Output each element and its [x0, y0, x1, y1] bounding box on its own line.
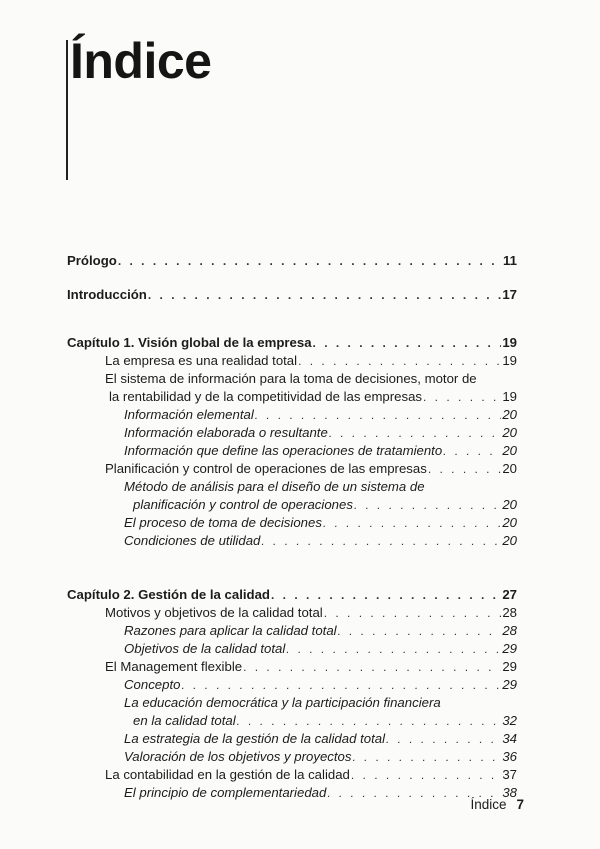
toc-entry-page: 11 — [503, 253, 517, 268]
toc-entry-page: 20 — [502, 407, 517, 422]
toc-entry-label: Capítulo 2. Gestión de la calidad — [67, 587, 270, 602]
toc-entry-label: Condiciones de utilidad — [124, 533, 261, 548]
toc-entry-label: Introducción — [67, 287, 147, 302]
toc-entry-label: Razones para aplicar la calidad total — [124, 623, 337, 638]
leader-dots — [352, 748, 501, 766]
page-title: Índice — [70, 33, 212, 89]
page-footer — [470, 797, 524, 812]
toc-entry-label: Información que define las operaciones de tratamiento — [124, 443, 443, 458]
toc-entry-page: 20 — [502, 497, 517, 512]
toc-entry-label-cont: planificación y control de operaciones — [133, 497, 353, 512]
toc-entry-page: 19 — [502, 335, 517, 350]
toc-entry-label-cont: la rentabilidad y de la competitividad de las empresas — [109, 389, 423, 404]
leader-dots — [354, 496, 501, 514]
toc-entry-page: 17 — [502, 287, 517, 302]
toc-chapter-2[interactable] — [67, 586, 517, 604]
toc-entry-page: 27 — [502, 587, 517, 602]
toc-entry-label: Concepto — [124, 677, 181, 692]
toc-subsection[interactable] — [67, 406, 517, 424]
toc-section[interactable] — [67, 352, 517, 370]
toc-entry-page: 36 — [502, 749, 517, 764]
toc-section[interactable] — [67, 658, 517, 676]
toc-entry-label: La contabilidad en la gestión de la calidad — [105, 767, 350, 782]
leader-dots — [286, 640, 501, 658]
toc-entry-page: 20 — [502, 533, 517, 548]
leader-dots — [428, 460, 501, 478]
table-of-contents — [67, 252, 517, 802]
leader-dots — [148, 286, 501, 304]
toc-entry-label: Prólogo — [67, 253, 117, 268]
toc-entry-label: Motivos y objetivos de la calidad total — [105, 605, 323, 620]
leader-dots — [323, 514, 501, 532]
toc-section[interactable] — [67, 460, 517, 478]
toc-entry-page: 29 — [502, 677, 517, 692]
toc-entry-label: La empresa es una realidad total — [105, 353, 298, 368]
toc-subsection[interactable] — [67, 784, 517, 802]
toc-entry-page: 37 — [502, 767, 517, 782]
toc-subsection[interactable] — [67, 640, 517, 658]
toc-entry-label-cont: en la calidad total — [133, 713, 236, 728]
toc-entry-prologo[interactable] — [67, 252, 517, 270]
toc-section[interactable] — [67, 766, 517, 784]
toc-entry-label: Información elaborada o resultante — [124, 425, 328, 440]
leader-dots — [423, 388, 501, 406]
leader-dots — [243, 658, 501, 676]
toc-entry-label: El Management flexible — [105, 659, 243, 674]
toc-entry-label: El sistema de información para la toma de decisiones, motor de — [105, 371, 477, 386]
toc-subsection[interactable] — [67, 676, 517, 694]
leader-dots — [118, 252, 501, 270]
toc-entry-page: 20 — [502, 461, 517, 476]
toc-chapter-1[interactable] — [67, 334, 517, 352]
toc-entry-page: 20 — [502, 515, 517, 530]
toc-entry-page: 19 — [502, 353, 517, 368]
toc-entry-label: Objetivos de la calidad total — [124, 641, 286, 656]
toc-section[interactable] — [67, 604, 517, 622]
toc-entry-label: El principio de complementariedad — [124, 785, 327, 800]
toc-entry-page: 29 — [502, 659, 517, 674]
toc-subsection[interactable] — [67, 532, 517, 550]
leader-dots — [443, 442, 501, 460]
toc-entry-page: 20 — [502, 443, 517, 458]
toc-subsection[interactable] — [67, 514, 517, 532]
toc-entry-page: 28 — [502, 623, 517, 638]
page-number: 7 — [516, 797, 524, 812]
toc-entry-page: 34 — [502, 731, 517, 746]
toc-entry-page: 32 — [502, 713, 517, 728]
leader-dots — [298, 352, 501, 370]
leader-dots — [255, 406, 501, 424]
leader-dots — [329, 424, 501, 442]
leader-dots — [351, 766, 501, 784]
toc-subsection[interactable] — [67, 442, 517, 460]
toc-entry-label: Capítulo 1. Visión global de la empresa — [67, 335, 312, 350]
toc-entry-introduccion[interactable] — [67, 286, 517, 304]
toc-subsection[interactable] — [67, 748, 517, 766]
toc-entry-page: 29 — [502, 641, 517, 656]
toc-subsection[interactable] — [67, 424, 517, 442]
toc-subsection[interactable] — [67, 622, 517, 640]
leader-dots — [261, 532, 501, 550]
leader-dots — [324, 604, 501, 622]
toc-entry-label: La estrategia de la gestión de la calidad total — [124, 731, 386, 746]
leader-dots — [313, 334, 501, 352]
toc-subsection[interactable] — [67, 730, 517, 748]
toc-entry-label: Valoración de los objetivos y proyectos — [124, 749, 352, 764]
toc-entry-page: 19 — [502, 389, 517, 404]
toc-entry-label: Planificación y control de operaciones de las empresas — [105, 461, 427, 476]
toc-entry-label: Información elemental — [124, 407, 254, 422]
toc-subsection-multiline[interactable] — [67, 694, 517, 730]
toc-section-multiline[interactable] — [67, 370, 517, 406]
leader-dots — [271, 586, 501, 604]
leader-dots — [181, 676, 501, 694]
footer-label: Índice — [470, 797, 507, 812]
toc-entry-label: Método de análisis para el diseño de un sistema de — [124, 479, 425, 494]
leader-dots — [338, 622, 501, 640]
leader-dots — [237, 712, 501, 730]
title-rule — [66, 40, 68, 180]
toc-entry-label: El proceso de toma de decisiones — [124, 515, 322, 530]
toc-entry-page: 38 — [502, 785, 517, 800]
toc-entry-page: 20 — [502, 425, 517, 440]
toc-subsection-multiline[interactable] — [67, 478, 517, 514]
leader-dots — [386, 730, 501, 748]
toc-entry-label: La educación democrática y la participación financiera — [124, 695, 441, 710]
toc-entry-page: 28 — [502, 605, 517, 620]
